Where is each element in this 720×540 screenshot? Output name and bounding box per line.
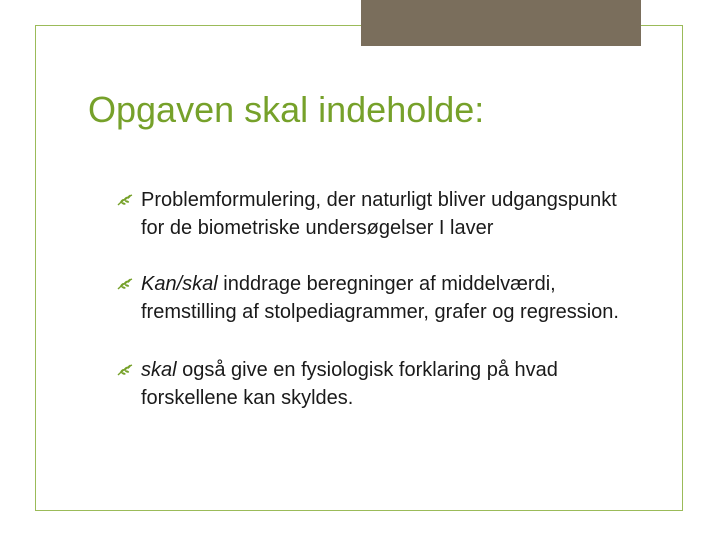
wheat-sprig-icon: [117, 364, 133, 376]
bullet-text: [141, 273, 619, 323]
bullet-emphasis: skal: [141, 359, 177, 381]
bullet-item: [117, 356, 627, 412]
header-accent-line: [365, 46, 637, 52]
header-accent-bar: [361, 0, 641, 46]
wheat-sprig-icon: [117, 278, 133, 290]
bullet-list: [117, 186, 627, 440]
bullet-text: [141, 359, 558, 409]
bullet-body: også give en fysiologisk forklaring på hvad forskellene kan skyldes.: [141, 359, 558, 409]
slide-title: Opgaven skal indeholde:: [88, 89, 485, 130]
bullet-item: [117, 270, 627, 326]
bullet-text: [141, 189, 617, 239]
bullet-emphasis: Kan/skal: [141, 273, 218, 295]
bullet-body: inddrage beregninger af middelværdi, fremstilling af stolpediagrammer, grafer og regression.: [141, 273, 619, 323]
bullet-body: Problemformulering, der naturligt bliver udgangspunkt for de biometriske undersøgelser I laver: [141, 189, 617, 239]
wheat-sprig-icon: [117, 194, 133, 206]
bullet-item: [117, 186, 627, 242]
